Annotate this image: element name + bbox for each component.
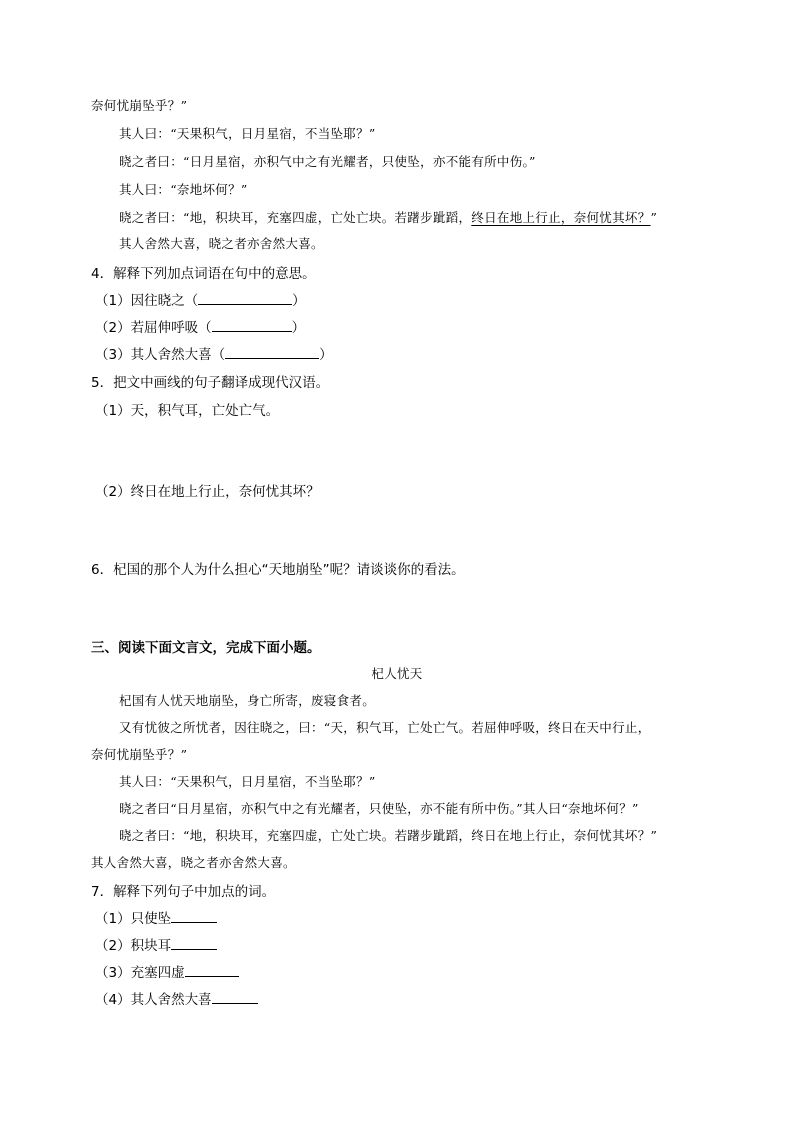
passage-line: 奈何忧崩坠乎？”: [91, 747, 188, 762]
passage-line: 晓之者曰：“地，积块耳，充塞四虚，亡处亡块。若躇步跐蹈，终日在地上行止，奈何忧其坏？”: [119, 828, 658, 843]
passage-line: 其人曰：“天果积气，日月星宿，不当坠耶？”: [119, 774, 376, 789]
question-4-item-3: （3）其人舍然大喜（ ）: [95, 347, 333, 363]
passage-line: 其人舍然大喜，晓之者亦舍然大喜。: [91, 855, 296, 870]
question-7-item-4: （4）其人舍然大喜: [95, 988, 258, 1008]
passage-line: 其人舍然大喜，晓之者亦舍然大喜。: [119, 236, 324, 251]
answer-blank[interactable]: [198, 292, 292, 305]
question-5-item-2: （2）终日在地上行止，奈何忧其坏？: [95, 484, 320, 500]
answer-blank[interactable]: [185, 964, 239, 977]
passage-line: 杞国有人忧天地崩坠，身亡所寄，废寝食者。: [119, 693, 376, 708]
passage-line: 其人曰：“奈地坏何？”: [119, 182, 248, 197]
answer-blank[interactable]: [225, 346, 319, 359]
passage-title: 杞人忧天: [371, 666, 423, 681]
question-4-item-1: （1）因往晓之（ ）: [95, 293, 306, 309]
passage-text: 晓之者曰：“地，积块耳，充塞四虚，亡处亡块。若躇步跐蹈，: [119, 210, 472, 225]
underlined-sentence: 终日在地上行止，奈何忧其坏？: [471, 210, 651, 225]
passage-line: 晓之者曰：“日月星宿，亦积气中之有光耀者，只使坠，亦不能有所中伤。”: [119, 154, 536, 169]
question-7-stem: 7．解释下列句子中加点的词。: [91, 884, 276, 900]
question-5-stem: 5．把文中画线的句子翻译成现代汉语。: [91, 375, 330, 391]
passage-line: 晓之者曰“日月星宿，亦积气中之有光耀者，只使坠，亦不能有所中伤。”其人曰“奈地坏何？”: [119, 801, 639, 816]
question-6-stem: 6．杞国的那个人为什么担心“天地崩坠”呢？请谈谈你的看法。: [91, 562, 465, 578]
question-7-item-1: （1）只使坠: [95, 907, 217, 927]
answer-blank[interactable]: [212, 319, 292, 332]
passage-line-with-underline: [119, 208, 657, 226]
question-7-item-3: （3）充塞四虚: [95, 961, 239, 981]
passage-line: 奈何忧崩坠乎？”: [91, 98, 188, 113]
question-4-stem: 4．解释下列加点词语在句中的意思。: [91, 266, 316, 282]
answer-blank[interactable]: [212, 991, 258, 1004]
question-4-item-2: （2）若屈伸呼吸（ ）: [95, 320, 306, 336]
answer-blank[interactable]: [171, 910, 217, 923]
question-5-item-1: （1）天，积气耳，亡处亡气。: [95, 403, 280, 419]
passage-text: ”: [650, 210, 658, 225]
passage-line: 其人曰：“天果积气，日月星宿，不当坠耶？”: [119, 126, 376, 141]
question-7-item-2: （2）积块耳: [95, 934, 217, 954]
answer-blank[interactable]: [171, 937, 217, 950]
passage-line: 又有忧彼之所忧者，因往晓之，曰：“天，积气耳，亡处亡气。若屈伸呼吸，终日在天中行止，: [119, 720, 651, 735]
section-3-heading: 三、阅读下面文言文，完成下面小题。: [91, 640, 321, 656]
